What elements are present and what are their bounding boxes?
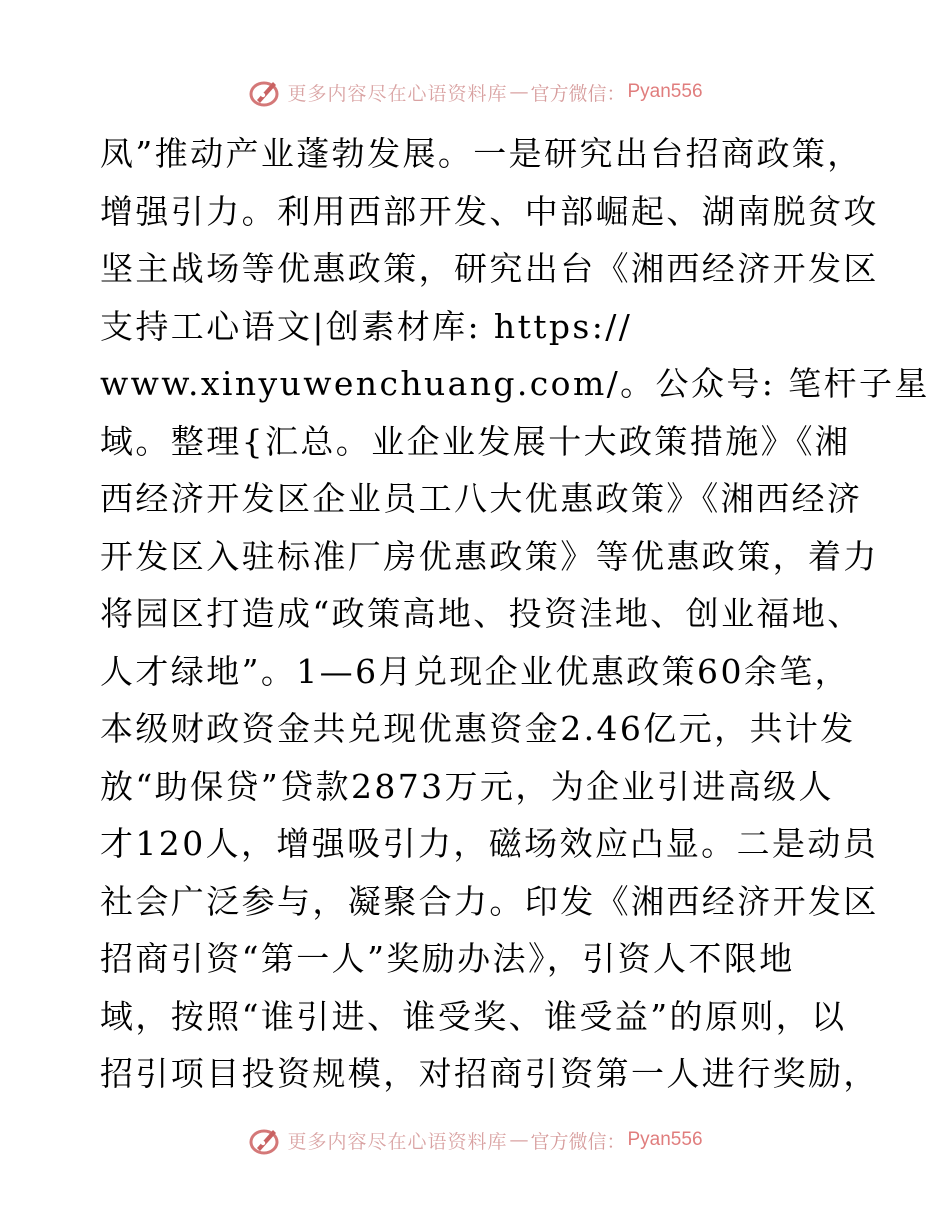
text-line: 将园区打造成“政策高地、投资洼地、创业福地、 bbox=[100, 594, 863, 633]
text-line: 增强引力。利用西部开发、中部崛起、湖南脱贫攻 bbox=[100, 191, 879, 231]
watermark-subtext: 官方微信： bbox=[530, 1130, 626, 1153]
text-line: 招引项目投资规模，对招商引资第一人进行奖励， bbox=[100, 1054, 879, 1093]
watermark-text: 更多内容尽在心语资料库 bbox=[287, 1130, 508, 1153]
watermark-wechat-id: Pyan556 bbox=[627, 1129, 703, 1150]
text-line: 域，按照“谁引进、谁受奖、谁受益”的原则，以 bbox=[100, 996, 847, 1036]
pen-nib-logo-icon bbox=[247, 1124, 283, 1156]
watermark-text: 更多内容尽在心语资料库 bbox=[287, 82, 508, 105]
text-line: 人才绿地”。1—6月兑现企业优惠政策60余笔， bbox=[100, 651, 851, 691]
text-line: 坚主战场等优惠政策，研究出台《湘西经济开发区 bbox=[100, 249, 879, 288]
text-line: 放“助保贷”贷款2873万元，为企业引进高级人 bbox=[100, 766, 834, 806]
text-line: www.xinyuwenchuang.com/。公众号: 笔杆子星 bbox=[100, 364, 930, 403]
text-line: 西经济开发区企业员工八大优惠政策》《湘西经济 bbox=[100, 479, 863, 518]
text-line: 才120人，增强吸引力，磁场效应凸显。二是动员 bbox=[100, 824, 879, 863]
document-body bbox=[100, 125, 930, 1103]
pen-nib-logo-icon bbox=[247, 76, 283, 108]
text-line: 支持工心语文|创素材库: https:// bbox=[100, 306, 633, 346]
watermark-dash: — bbox=[509, 1129, 529, 1151]
text-line: 本级财政资金共兑现优惠资金2.46亿元，共计发 bbox=[100, 709, 856, 748]
text-line: 社会广泛参与，凝聚合力。印发《湘西经济开发区 bbox=[100, 881, 879, 921]
text-line: 凤”推动产业蓬勃发展。一是研究出台招商政策， bbox=[100, 134, 863, 173]
header-watermark bbox=[0, 72, 950, 112]
watermark-dash: — bbox=[509, 81, 529, 103]
text-line: 域。整理{汇总。业企业发展十大政策措施》《湘 bbox=[100, 421, 851, 461]
watermark-wechat-id: Pyan556 bbox=[627, 81, 703, 102]
text-line: 招商引资“第一人”奖励办法》，引资人不限地 bbox=[100, 939, 795, 978]
watermark-subtext: 官方微信： bbox=[530, 82, 626, 105]
footer-watermark bbox=[0, 1120, 950, 1160]
text-line: 开发区入驻标准厂房优惠政策》等优惠政策，着力 bbox=[100, 536, 879, 576]
